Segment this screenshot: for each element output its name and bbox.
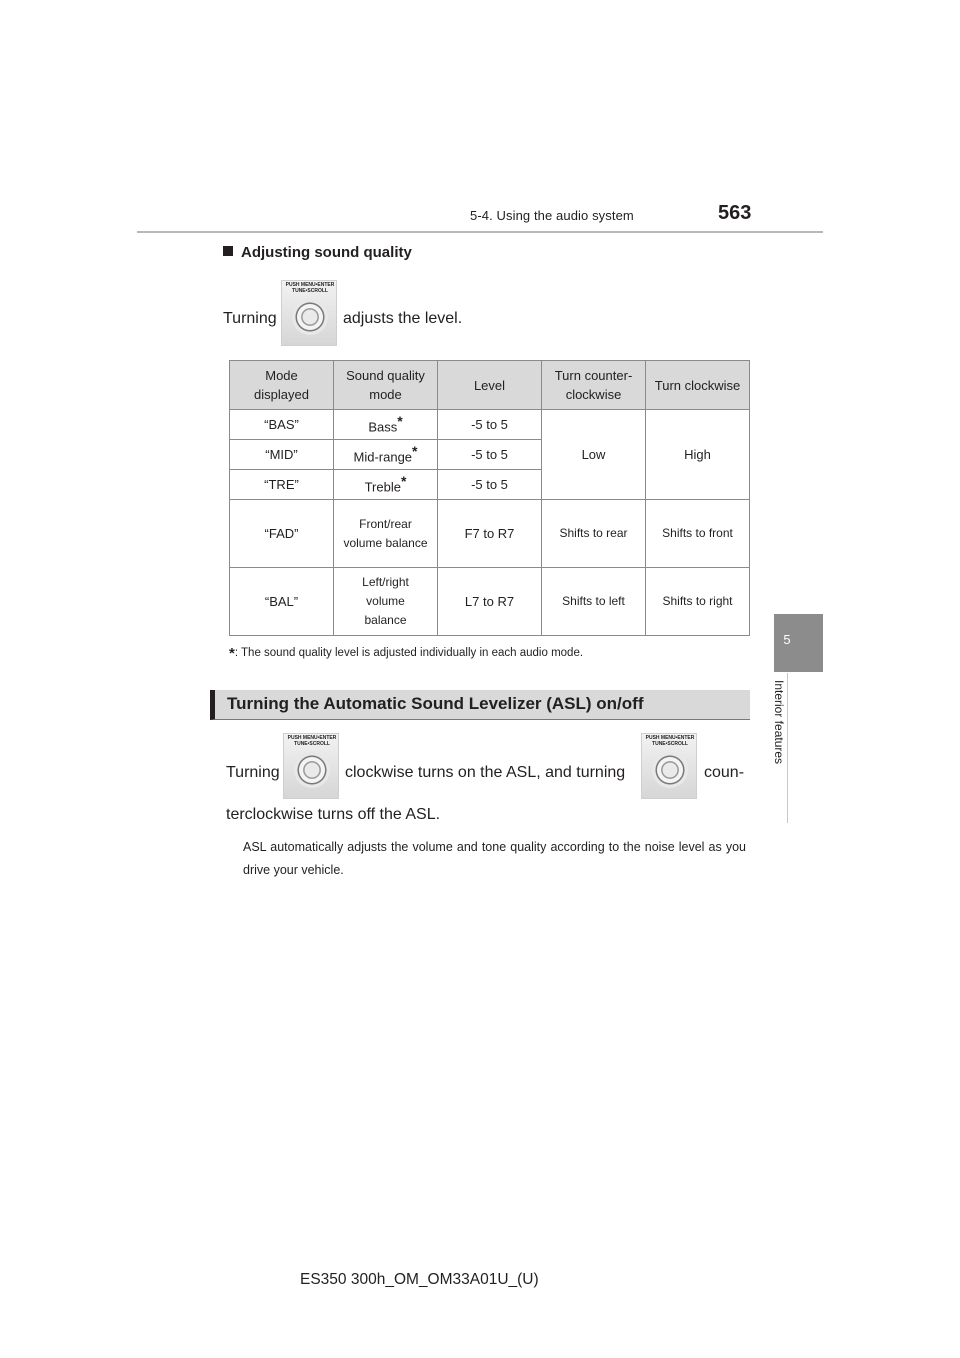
col-header-ccw: Turn counter-clockwise xyxy=(542,361,646,410)
section-heading-text: Adjusting sound quality xyxy=(241,244,412,261)
cell-mode: “BAS” xyxy=(230,410,334,440)
cell-mode: “FAD” xyxy=(230,500,334,568)
chapter-label: Interior features xyxy=(772,680,786,765)
asl-coun-text: coun- xyxy=(704,764,745,781)
cell-level: -5 to 5 xyxy=(438,470,542,500)
cell-ccw-low: Low xyxy=(542,410,646,500)
menu-enter-tune-scroll-knob-icon xyxy=(641,733,697,799)
asl-heading-text: Turning the Automatic Sound Levelizer (ASL) on/off xyxy=(227,694,644,713)
asl-note: ASL automatically adjusts the volume and tone quality according to the noise level as you drive your vehicle. xyxy=(243,840,746,877)
cell-quality-text: Mid-range xyxy=(353,449,413,465)
cell-level: L7 to R7 xyxy=(438,568,542,636)
section-heading xyxy=(223,244,412,261)
chapter-tab xyxy=(774,614,823,672)
col-header-mode: Mode displayed xyxy=(230,361,334,410)
adjusts-text: adjusts the level. xyxy=(343,310,463,327)
chapter-number: 5 xyxy=(783,632,791,647)
menu-enter-tune-scroll-knob-icon xyxy=(283,733,339,799)
cell-mode: “MID” xyxy=(230,440,334,470)
knob-caption-line2: TUNE•SCROLL xyxy=(652,740,688,747)
cell-cw: Shifts to front xyxy=(646,500,750,568)
knob-caption-line1: PUSH MENU•ENTER xyxy=(287,735,337,741)
footnote xyxy=(229,645,583,662)
asl-section-heading xyxy=(210,690,750,720)
cell-quality xyxy=(334,440,438,470)
cell-quality-text: Treble xyxy=(364,479,401,495)
footnote-text: : The sound quality level is adjusted individually in each audio mode. xyxy=(234,647,584,659)
menu-enter-tune-scroll-knob-icon xyxy=(281,280,337,346)
turning-word: Turning xyxy=(223,310,277,327)
asl-clockwise-text: clockwise turns on the ASL, and turning xyxy=(345,764,626,781)
knob-dial xyxy=(294,752,330,788)
col-header-cw: Turn clockwise xyxy=(646,361,750,410)
cell-level: F7 to R7 xyxy=(438,500,542,568)
cell-ccw: Shifts to left xyxy=(542,568,646,636)
asl-turning-word: Turning xyxy=(226,764,280,781)
knob-dial xyxy=(292,299,328,335)
knob-caption xyxy=(284,283,336,294)
footnote-marker: * xyxy=(397,413,403,430)
sound-quality-table xyxy=(229,360,750,636)
footnote-marker: * xyxy=(412,443,418,460)
table-row xyxy=(230,500,750,568)
table-row xyxy=(230,410,750,440)
cell-level: -5 to 5 xyxy=(438,410,542,440)
document-code: ES350 300h_OM_OM33A01U_(U) xyxy=(300,1271,539,1288)
knob-caption-line1: PUSH MENU•ENTER xyxy=(645,735,695,741)
footnote-marker: * xyxy=(400,473,407,490)
knob-caption xyxy=(644,736,696,747)
cell-mode: “BAL” xyxy=(230,568,334,636)
footnote-star: * xyxy=(229,645,235,662)
table-row xyxy=(230,568,750,636)
section-title: 5-4. Using the audio system xyxy=(470,208,634,223)
cell-level: -5 to 5 xyxy=(438,440,542,470)
cell-quality-text: Bass xyxy=(368,419,398,435)
cell-quality: Left/right volume balance xyxy=(334,568,438,636)
cell-mode: “TRE” xyxy=(230,470,334,500)
asl-counterclockwise-text: terclockwise turns off the ASL. xyxy=(226,806,441,823)
chapter-divider xyxy=(787,673,788,823)
knob-caption-line2: TUNE•SCROLL xyxy=(294,740,330,747)
col-header-level: Level xyxy=(438,361,542,410)
cell-quality xyxy=(334,470,438,500)
col-header-quality: Sound quality mode xyxy=(334,361,438,410)
cell-cw-high: High xyxy=(646,410,750,500)
cell-quality: Front/rear volume balance xyxy=(334,500,438,568)
knob-caption xyxy=(286,736,338,747)
knob-caption-line1: PUSH MENU•ENTER xyxy=(285,282,335,288)
cell-quality xyxy=(334,410,438,440)
bullet-square-icon xyxy=(223,246,233,256)
page-number: 563 xyxy=(718,202,752,224)
header-rule xyxy=(137,231,823,233)
cell-cw: Shifts to right xyxy=(646,568,750,636)
cell-ccw: Shifts to rear xyxy=(542,500,646,568)
knob-caption-line2: TUNE•SCROLL xyxy=(292,287,328,294)
knob-dial xyxy=(652,752,688,788)
